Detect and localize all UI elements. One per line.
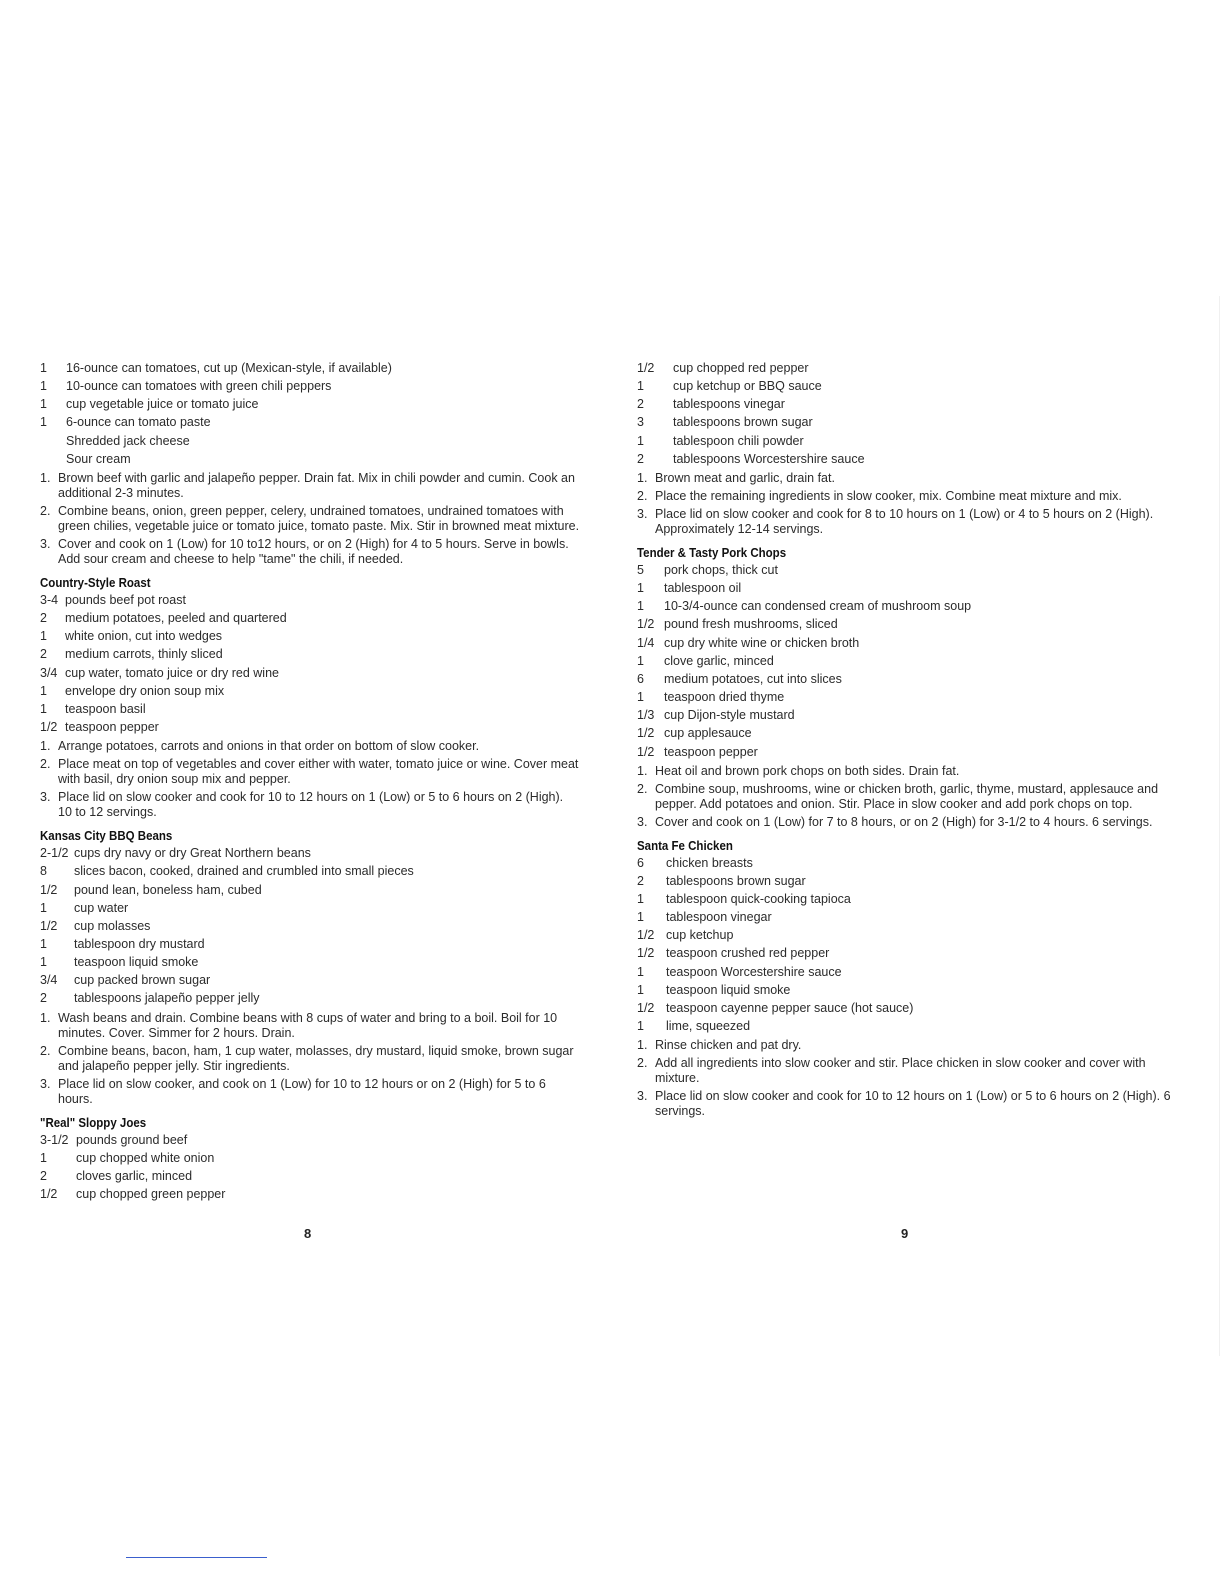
- ingredient-text: cup vegetable juice or tomato juice: [66, 397, 259, 412]
- step-number: 3.: [40, 536, 51, 551]
- instruction-step: [40, 1077, 580, 1107]
- step-number: 2.: [637, 781, 648, 796]
- ingredient-quantity: 1/2: [637, 1000, 655, 1015]
- ingredient-text: lime, squeezed: [666, 1019, 751, 1034]
- ingredient-row: [40, 862, 580, 880]
- step-text: Combine soup, mushrooms, wine or chicken broth, garlic, thyme, mustard, applesauce and pepper. Add potatoes and onion. Stir. Place in slow cooker and add pork chops on top.: [655, 781, 1159, 811]
- ingredient-text: teaspoon liquid smoke: [666, 982, 791, 997]
- recipe-title: Tender & Tasty Pork Chops: [637, 545, 787, 560]
- page-number-left: 8: [304, 1226, 312, 1241]
- ingredient-quantity: 3/4: [40, 973, 58, 988]
- right-page-column: [637, 359, 1177, 1122]
- ingredient-row: [637, 981, 1177, 999]
- ingredient-text: cup water, tomato juice or dry red wine: [65, 665, 279, 680]
- ingredient-quantity: 1: [637, 982, 644, 997]
- page-number-right: 9: [901, 1226, 909, 1241]
- ingredient-text: chicken breasts: [666, 855, 753, 870]
- ingredient-quantity: 1: [637, 964, 644, 979]
- ingredient-quantity: 2: [637, 873, 644, 888]
- ingredient-quantity: 1: [637, 1019, 644, 1034]
- ingredient-text: Shredded jack cheese: [66, 433, 190, 448]
- ingredient-row: [40, 450, 580, 468]
- ingredient-quantity: 1/2: [637, 744, 655, 759]
- ingredient-row: [40, 899, 580, 917]
- ingredient-row: [637, 854, 1177, 872]
- ingredient-text: cup chopped white onion: [76, 1150, 215, 1165]
- ingredient-row: [637, 377, 1177, 395]
- ingredient-row: [637, 450, 1177, 468]
- ingredient-row: [637, 999, 1177, 1017]
- ingredient-quantity: 3/4: [40, 665, 58, 680]
- ingredient-row: [40, 1185, 580, 1203]
- step-number: 1.: [40, 470, 51, 485]
- ingredient-text: pork chops, thick cut: [664, 562, 778, 577]
- step-number: 3.: [637, 506, 648, 521]
- ingredient-quantity: 2: [637, 451, 644, 466]
- instruction-list: [637, 471, 1177, 537]
- ingredient-quantity: 3-1/2: [40, 1132, 69, 1147]
- ingredient-text: medium potatoes, peeled and quartered: [65, 611, 287, 626]
- ingredient-row: [40, 682, 580, 700]
- instruction-step: [637, 782, 1177, 812]
- ingredient-quantity: 1: [637, 891, 644, 906]
- ingredient-text: teaspoon cayenne pepper sauce (hot sauce): [666, 1000, 914, 1015]
- ingredient-text: pound fresh mushrooms, sliced: [664, 617, 838, 632]
- step-text: Place meat on top of vegetables and cover either with water, tomato juice or wine. Cover meat with basil, dry onion soup mix and pepper.: [58, 757, 579, 787]
- ingredient-text: tablespoon oil: [664, 581, 742, 596]
- footer-rule: [126, 1557, 267, 1558]
- ingredient-quantity: 1: [40, 683, 47, 698]
- ingredient-text: teaspoon pepper: [664, 744, 758, 759]
- ingredient-text: 10-3/4-ounce can condensed cream of mushroom soup: [664, 599, 972, 614]
- ingredient-text: clove garlic, minced: [664, 653, 774, 668]
- ingredient-text: teaspoon liquid smoke: [74, 955, 199, 970]
- ingredient-row: [40, 413, 580, 431]
- step-text: Place lid on slow cooker and cook for 10 to 12 hours on 1 (Low) or 5 to 6 hours on 2 (High). 10 to 12 servings.: [58, 790, 564, 820]
- ingredient-text: tablespoons brown sugar: [673, 415, 813, 430]
- page-edge-shadow: [1219, 296, 1220, 1356]
- ingredient-quantity: 1/2: [637, 726, 655, 741]
- ingredient-row: [637, 908, 1177, 926]
- ingredient-row: [40, 664, 580, 682]
- instruction-step: [40, 504, 580, 534]
- ingredient-row: [637, 561, 1177, 579]
- ingredient-text: teaspoon dried thyme: [664, 690, 785, 705]
- ingredient-text: cup packed brown sugar: [74, 973, 211, 988]
- ingredient-quantity: 1: [40, 397, 47, 412]
- ingredient-row: [40, 1167, 580, 1185]
- ingredient-row: [40, 971, 580, 989]
- ingredient-text: cups dry navy or dry Great Northern beans: [74, 846, 311, 861]
- ingredient-row: [637, 963, 1177, 981]
- ingredient-text: white onion, cut into wedges: [65, 629, 223, 644]
- step-text: Place lid on slow cooker, and cook on 1 (Low) for 10 to 12 hours or on 2 (High) for 5 to 6 hours.: [58, 1076, 546, 1106]
- ingredient-text: medium potatoes, cut into slices: [664, 671, 842, 686]
- ingredient-quantity: 1: [40, 936, 47, 951]
- instruction-step: [40, 757, 580, 787]
- ingredient-row: [40, 609, 580, 627]
- ingredient-text: tablespoon quick-cooking tapioca: [666, 891, 851, 906]
- ingredient-quantity: 1/2: [637, 928, 655, 943]
- ingredient-text: teaspoon crushed red pepper: [666, 946, 830, 961]
- step-number: 2.: [40, 757, 51, 772]
- ingredient-row: [40, 377, 580, 395]
- step-number: 1.: [637, 470, 648, 485]
- ingredient-text: tablespoon chili powder: [673, 433, 804, 448]
- ingredient-text: teaspoon pepper: [65, 720, 159, 735]
- ingredient-row: [637, 1017, 1177, 1035]
- ingredient-row: [40, 395, 580, 413]
- step-text: Brown meat and garlic, drain fat.: [655, 470, 835, 485]
- ingredient-text: tablespoon dry mustard: [74, 936, 205, 951]
- ingredient-quantity: 1/2: [637, 946, 655, 961]
- ingredient-row: [637, 652, 1177, 670]
- ingredient-quantity: 1/2: [40, 882, 58, 897]
- ingredient-quantity: 2: [40, 1168, 47, 1183]
- step-number: 3.: [40, 1076, 51, 1091]
- ingredient-quantity: 6: [637, 855, 644, 870]
- instruction-step: [637, 815, 1177, 830]
- ingredient-text: 16-ounce can tomatoes, cut up (Mexican-style, if available): [66, 361, 392, 375]
- instruction-list: [40, 1011, 580, 1107]
- ingredient-quantity: 1: [40, 701, 47, 716]
- ingredient-text: 6-ounce can tomato paste: [66, 415, 211, 430]
- step-number: 1.: [40, 1010, 51, 1025]
- step-text: Combine beans, bacon, ham, 1 cup water, molasses, dry mustard, liquid smoke, brown sugar and jalapeño pepper jelly. Stir ingredients.: [58, 1043, 574, 1073]
- ingredient-text: envelope dry onion soup mix: [65, 683, 225, 698]
- ingredient-quantity: 1: [637, 581, 644, 596]
- ingredient-text: cup dry white wine or chicken broth: [664, 635, 860, 650]
- step-text: Combine beans, onion, green pepper, celery, undrained tomatoes, undrained tomatoes with green chilies, vegetable juice or tomato juice, tomato paste. Mix. Stir in browned meat mixture.: [58, 503, 580, 533]
- ingredient-quantity: 1: [40, 900, 47, 915]
- ingredient-quantity: 1: [637, 433, 644, 448]
- ingredient-quantity: 5: [637, 562, 644, 577]
- step-text: Place the remaining ingredients in slow cooker, mix. Combine meat mixture and mix.: [655, 488, 1122, 503]
- step-text: Place lid on slow cooker and cook for 10 to 12 hours on 1 (Low) or 5 to 6 hours on 2 (High). 6 servings.: [655, 1089, 1171, 1119]
- recipe-title: Santa Fe Chicken: [637, 838, 733, 853]
- ingredient-quantity: 3: [637, 415, 644, 430]
- step-number: 2.: [637, 488, 648, 503]
- ingredient-text: cup chopped green pepper: [76, 1187, 226, 1202]
- instruction-list: [637, 1038, 1177, 1119]
- left-page-column: [40, 359, 580, 1203]
- ingredient-row: [637, 724, 1177, 742]
- ingredient-row: [637, 944, 1177, 962]
- instruction-step: [40, 739, 580, 754]
- instruction-step: [40, 1011, 580, 1041]
- ingredient-text: pounds beef pot roast: [65, 592, 186, 607]
- ingredient-quantity: 1: [637, 690, 644, 705]
- instruction-step: [40, 790, 580, 820]
- ingredient-row: [637, 743, 1177, 761]
- ingredient-quantity: 1/3: [637, 708, 655, 723]
- ingredient-row: [40, 935, 580, 953]
- ingredient-row: [40, 432, 580, 450]
- ingredient-row: [40, 645, 580, 663]
- ingredient-row: [40, 1131, 580, 1149]
- step-text: Brown beef with garlic and jalapeño pepper. Drain fat. Mix in chili powder and cumin. Cook an additional 2-3 minutes.: [58, 470, 575, 500]
- ingredient-text: medium carrots, thinly sliced: [65, 647, 223, 662]
- instruction-step: [637, 1089, 1177, 1119]
- ingredient-text: tablespoons Worcestershire sauce: [673, 451, 865, 466]
- ingredient-quantity: 1: [40, 361, 47, 375]
- ingredient-quantity: 1/2: [637, 361, 655, 375]
- step-text: Heat oil and brown pork chops on both sides. Drain fat.: [655, 763, 960, 778]
- ingredient-text: cup ketchup: [666, 928, 734, 943]
- ingredient-quantity: 1: [637, 910, 644, 925]
- ingredient-quantity: 1: [40, 379, 47, 394]
- instruction-step: [637, 489, 1177, 504]
- ingredient-row: [637, 670, 1177, 688]
- ingredient-quantity: 1/2: [40, 918, 58, 933]
- ingredient-text: cup Dijon-style mustard: [664, 708, 795, 723]
- ingredient-text: cup chopped red pepper: [673, 361, 809, 375]
- ingredient-quantity: 1: [637, 379, 644, 394]
- step-number: 1.: [637, 763, 648, 778]
- ingredient-text: cup applesauce: [664, 726, 752, 741]
- ingredient-quantity: 2: [637, 397, 644, 412]
- ingredient-text: teaspoon basil: [65, 701, 146, 716]
- ingredient-row: [637, 872, 1177, 890]
- ingredient-text: slices bacon, cooked, drained and crumbled into small pieces: [74, 864, 414, 879]
- ingredient-text: cup ketchup or BBQ sauce: [673, 379, 822, 394]
- recipe-title: "Real" Sloppy Joes: [40, 1115, 147, 1130]
- ingredient-row: [637, 432, 1177, 450]
- recipe-section: [637, 838, 1177, 1120]
- instruction-step: [637, 507, 1177, 537]
- step-text: Add all ingredients into slow cooker and stir. Place chicken in slow cooker and cover with mixture.: [655, 1056, 1146, 1086]
- ingredient-row: [40, 627, 580, 645]
- ingredient-quantity: 1: [637, 599, 644, 614]
- step-text: Cover and cook on 1 (Low) for 10 to12 hours, or on 2 (High) for 4 to 5 hours. Serve in bowls. Add sour cream and cheese to help "tame" the chili, if needed.: [58, 536, 569, 566]
- instruction-step: [40, 471, 580, 501]
- ingredient-row: [637, 890, 1177, 908]
- ingredient-quantity: 2: [40, 611, 47, 626]
- instruction-list: [40, 471, 580, 567]
- instruction-step: [637, 1056, 1177, 1086]
- ingredient-text: tablespoons jalapeño pepper jelly: [74, 991, 260, 1006]
- ingredient-text: Sour cream: [66, 451, 131, 466]
- ingredient-row: [637, 597, 1177, 615]
- step-number: 1.: [40, 739, 51, 754]
- ingredient-row: [637, 634, 1177, 652]
- step-number: 3.: [637, 814, 648, 829]
- step-number: 3.: [40, 790, 51, 805]
- step-text: Wash beans and drain. Combine beans with 8 cups of water and bring to a boil. Boil for 10 minutes. Cover. Simmer for 2 hours. Drain.: [58, 1010, 558, 1040]
- instruction-step: [637, 764, 1177, 779]
- instruction-list: [40, 739, 580, 820]
- ingredient-quantity: 1/4: [637, 635, 655, 650]
- ingredient-text: tablespoons brown sugar: [666, 873, 806, 888]
- ingredient-row: [637, 615, 1177, 633]
- step-text: Rinse chicken and pat dry.: [655, 1038, 802, 1053]
- ingredient-text: cup water: [74, 900, 129, 915]
- ingredient-row: [40, 359, 580, 377]
- ingredient-text: cup molasses: [74, 918, 151, 933]
- instruction-step: [40, 537, 580, 567]
- ingredient-quantity: 3-4: [40, 592, 59, 607]
- ingredient-text: tablespoon vinegar: [666, 910, 772, 925]
- ingredient-row: [637, 579, 1177, 597]
- step-text: Place lid on slow cooker and cook for 8 to 10 hours on 1 (Low) or 4 to 5 hours on 2 (High). Approximately 12-14 servings.: [655, 506, 1154, 536]
- ingredient-row: [40, 591, 580, 609]
- ingredient-quantity: 1/2: [637, 617, 655, 632]
- ingredient-row: [40, 1149, 580, 1167]
- ingredient-quantity: 1: [637, 653, 644, 668]
- recipe-section: [40, 575, 580, 820]
- ingredient-quantity: 2: [40, 647, 47, 662]
- ingredient-row: [40, 844, 580, 862]
- ingredient-row: [40, 718, 580, 736]
- recipe-section: [40, 1115, 580, 1204]
- instruction-step: [637, 471, 1177, 486]
- recipe-title: Kansas City BBQ Beans: [40, 829, 173, 844]
- step-number: 2.: [637, 1056, 648, 1071]
- step-number: 1.: [637, 1038, 648, 1053]
- ingredient-quantity: 1: [40, 415, 47, 430]
- step-text: Arrange potatoes, carrots and onions in that order on bottom of slow cooker.: [58, 739, 480, 754]
- ingredient-quantity: 1: [40, 629, 47, 644]
- ingredient-quantity: 1: [40, 955, 47, 970]
- step-text: Cover and cook on 1 (Low) for 7 to 8 hours, or on 2 (High) for 3-1/2 to 4 hours. 6 servings.: [655, 814, 1153, 829]
- ingredient-quantity: 2: [40, 991, 47, 1006]
- ingredient-quantity: 6: [637, 671, 644, 686]
- ingredient-text: pounds ground beef: [76, 1132, 188, 1147]
- ingredient-quantity: 2-1/2: [40, 846, 69, 861]
- ingredient-row: [637, 395, 1177, 413]
- ingredient-text: pound lean, boneless ham, cubed: [74, 882, 262, 897]
- ingredient-quantity: 1: [40, 1150, 47, 1165]
- ingredient-row: [637, 413, 1177, 431]
- step-number: 2.: [40, 503, 51, 518]
- step-number: 2.: [40, 1043, 51, 1058]
- recipe-section: [40, 359, 580, 567]
- ingredient-text: cloves garlic, minced: [76, 1168, 193, 1183]
- ingredient-text: 10-ounce can tomatoes with green chili peppers: [66, 379, 332, 394]
- step-number: 3.: [637, 1089, 648, 1104]
- instruction-step: [637, 1038, 1177, 1053]
- ingredient-row: [637, 706, 1177, 724]
- recipe-title: Country-Style Roast: [40, 575, 151, 590]
- instruction-list: [637, 764, 1177, 830]
- ingredient-quantity: 1/2: [40, 720, 58, 735]
- ingredient-row: [637, 688, 1177, 706]
- ingredient-row: [637, 359, 1177, 377]
- instruction-step: [40, 1044, 580, 1074]
- recipe-section: [637, 545, 1177, 830]
- ingredient-row: [40, 700, 580, 718]
- ingredient-row: [40, 953, 580, 971]
- ingredient-row: [40, 989, 580, 1007]
- recipe-section: [40, 828, 580, 1106]
- ingredient-text: teaspoon Worcestershire sauce: [666, 964, 842, 979]
- ingredient-row: [40, 917, 580, 935]
- ingredient-quantity: 8: [40, 864, 47, 879]
- ingredient-text: tablespoons vinegar: [673, 397, 785, 412]
- ingredient-row: [637, 926, 1177, 944]
- ingredient-row: [40, 881, 580, 899]
- recipe-section: [637, 359, 1177, 537]
- ingredient-quantity: 1/2: [40, 1187, 58, 1202]
